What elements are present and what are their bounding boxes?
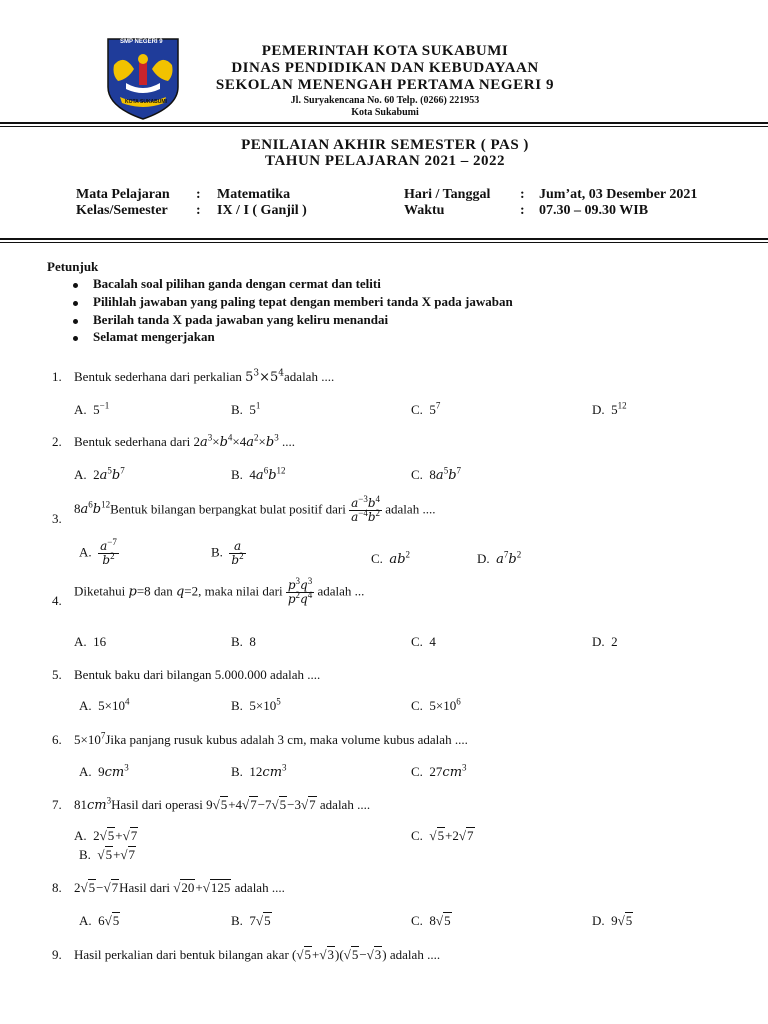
option-letter: D. <box>477 551 490 566</box>
question-4-q-value: q <box>175 584 185 600</box>
question-9-suffix: adalah .... <box>389 947 441 962</box>
question-8-suffix: adalah .... <box>234 880 285 895</box>
question-8-number: 8. <box>52 880 62 895</box>
subject-value: Matematika <box>217 187 291 202</box>
option-letter: B. <box>231 698 243 713</box>
option-value: 7 <box>249 913 256 928</box>
day-colon: : <box>520 187 525 202</box>
question-4-option-b[interactable] <box>231 634 256 650</box>
instruction-item: Berilah tanda X pada jawaban yang keliru menandai <box>93 312 389 327</box>
option-letter: C. <box>411 698 423 713</box>
question-2-prompt: Bentuk sederhana dari <box>74 434 191 449</box>
question-5-option-a[interactable]: A. $5\times 10^4$ <box>79 696 130 713</box>
question-6-option-c[interactable]: C. $27cm^3$ <box>411 762 467 780</box>
header-divider-thin <box>0 126 768 127</box>
day-value: Jum’at, 03 Desember 2021 <box>539 187 698 202</box>
question-8-prompt: Hasil dari <box>119 880 171 895</box>
question-1-expression: $5^3\times 5^4$ <box>245 368 285 385</box>
question-8-text <box>74 880 285 896</box>
subject-label: Mata Pelajaran <box>76 187 170 202</box>
question-4-middle: , maka nilai dari <box>198 583 283 599</box>
option-value: 12 <box>249 764 263 779</box>
question-6-option-a[interactable]: A. $9cm^3$ <box>79 762 129 780</box>
question-2-suffix: .... <box>281 434 295 449</box>
question-2-text <box>74 434 295 450</box>
question-3-suffix: adalah .... <box>385 501 436 517</box>
header-department: DINAS PENDIDIKAN DAN KEBUDAYAAN <box>231 60 539 76</box>
option-letter: C. <box>411 634 423 649</box>
info-divider-thin <box>0 242 768 243</box>
option-value: 9 <box>611 913 618 928</box>
option-letter: C. <box>411 402 423 417</box>
question-1-option-c[interactable]: C. $5^7$ <box>411 400 441 417</box>
bullet-icon <box>73 336 78 341</box>
question-4-fraction: $\frac{p^3q^3}{p^2q^4}$ <box>287 576 313 606</box>
option-letter: A. <box>79 544 92 560</box>
option-value: 2 <box>611 634 618 649</box>
exam-title: PENILAIAN AKHIR SEMESTER ( PAS ) <box>241 137 529 153</box>
question-3-fraction: $\frac{a^{-3}b^4}{a^{-4}b^2}$ <box>351 494 381 524</box>
class-label: Kelas/Semester <box>76 203 168 218</box>
question-7-option-a[interactable]: A. 2√5+√7 <box>74 828 138 843</box>
question-5-option-b[interactable]: B. $5\times 10^5$ <box>231 696 281 713</box>
header-city: Kota Sukabumi <box>351 107 419 118</box>
info-divider-thick <box>0 238 768 240</box>
option-value: 4 <box>429 634 436 649</box>
option-value: 27 <box>429 764 443 779</box>
question-1-option-d[interactable]: D. $5^{12}$ <box>592 400 627 417</box>
option-letter: A. <box>79 764 92 779</box>
question-9-number: 9. <box>52 947 62 962</box>
question-1-prompt: Bentuk sederhana dari perkalian <box>74 369 242 384</box>
instruction-item: Selamat mengerjakan <box>93 329 215 344</box>
question-8-option-a[interactable]: A. 6√5 <box>79 913 120 928</box>
question-4-text: Diketahui p=8 dan q=2, maka nilai dari $\frac{p^3q^3}{p^2q^4}$ adalah ... <box>74 576 365 606</box>
option-letter: C. <box>371 551 383 566</box>
subject-colon: : <box>196 187 201 202</box>
academic-year: TAHUN PELAJARAN 2021 – 2022 <box>265 153 505 169</box>
question-4-and: dan <box>153 583 173 599</box>
header-government: PEMERINTAH KOTA SUKABUMI <box>261 43 509 59</box>
question-7-option-b[interactable]: B. √5+√7 <box>79 847 136 862</box>
question-3-option-c[interactable]: C. $ab^2$ <box>371 549 411 567</box>
time-value: 07.30 – 09.30 WIB <box>539 203 649 218</box>
option-letter: D. <box>592 913 605 928</box>
question-4-option-c[interactable] <box>411 634 436 650</box>
logo-top-text: SMP NEGERI 9 <box>120 39 163 45</box>
question-2-option-b[interactable]: B. $4a^6b^{12}$ <box>231 465 286 483</box>
option-letter: B. <box>231 913 243 928</box>
question-9-expression: (√5+√3)(√5−√3) <box>292 947 387 962</box>
question-3-prompt: Bentuk bilangan berpangkat bulat positif dari <box>110 501 346 517</box>
option-letter: B. <box>231 634 243 649</box>
bullet-icon <box>73 301 78 306</box>
question-4-suffix: adalah ... <box>317 583 365 599</box>
time-label: Waktu <box>404 203 445 218</box>
option-letter: C. <box>411 913 423 928</box>
question-6-option-b[interactable]: B. $12cm^3$ <box>231 762 287 780</box>
header-address: Jl. Suryakencana No. 60 Telp. (0266) 221953 <box>290 95 480 106</box>
option-letter: B. <box>231 764 243 779</box>
question-1-suffix: adalah .... <box>284 369 335 384</box>
question-1-option-b[interactable]: B. $5^1$ <box>231 400 261 417</box>
option-letter: A. <box>79 698 92 713</box>
question-4-prompt: Diketahui <box>74 583 126 599</box>
question-4-option-a[interactable] <box>74 634 106 650</box>
class-value: IX / I ( Ganjil ) <box>217 203 307 218</box>
option-letter: A. <box>74 402 87 417</box>
bullet-icon <box>73 319 78 324</box>
question-5-text: Bentuk baku dari bilangan 5.000.000 adalah .... <box>74 667 321 682</box>
question-7-option-c[interactable]: C. √5+2√7 <box>411 828 474 843</box>
option-value: 9 <box>98 764 105 779</box>
question-3-option-b[interactable]: B. $\frac{a}{b^2}$ <box>211 539 244 567</box>
question-9-text <box>74 947 440 963</box>
option-letter: C. <box>411 467 423 482</box>
question-8-option-b[interactable]: B. 7√5 <box>231 913 271 928</box>
question-2-option-a[interactable]: A. $2a^5b^7$ <box>74 465 125 483</box>
question-8-option-d[interactable]: D. 9√5 <box>592 913 633 928</box>
question-6-stray-expression: $5\times 10^7$ <box>74 730 106 747</box>
header-divider-thick <box>0 122 768 124</box>
option-letter: B. <box>211 544 223 560</box>
logo-bottom-text: KOTA SUKABUMI <box>125 99 167 105</box>
question-7-expression: 9√5+4√7−7√5−3√7 <box>206 797 316 812</box>
option-letter: B. <box>79 847 91 862</box>
option-letter: C. <box>411 764 423 779</box>
question-8-expression: √20+√125 <box>173 880 231 895</box>
question-1-number: 1. <box>52 369 62 384</box>
option-letter: B. <box>231 467 243 482</box>
class-colon: : <box>196 203 201 218</box>
question-2-option-c[interactable]: C. $8a^5b^7$ <box>411 465 462 483</box>
option-letter: A. <box>74 634 87 649</box>
option-letter: D. <box>592 402 605 417</box>
option-letter: A. <box>74 467 87 482</box>
question-2-number: 2. <box>52 434 62 449</box>
option-letter: B. <box>231 402 243 417</box>
question-7-stray-expression: $81cm^3$ <box>74 795 112 813</box>
bullet-icon <box>73 283 78 288</box>
question-8-option-c[interactable]: C. 8√5 <box>411 913 451 928</box>
question-4-p-value: p <box>128 584 137 600</box>
question-7-number: 7. <box>52 797 62 812</box>
question-5-option-c[interactable]: C. $5\times 10^6$ <box>411 696 461 713</box>
question-3-option-d[interactable]: D. $a^7b^2$ <box>477 549 522 567</box>
question-3-option-a[interactable]: A. $\frac{a^{-7}}{b^2}$ <box>79 537 117 567</box>
question-6-text <box>74 732 468 748</box>
question-1-text <box>74 369 334 385</box>
question-7-suffix: adalah .... <box>319 797 371 812</box>
instruction-item: Pilihlah jawaban yang paling tepat dengan memberi tanda X pada jawaban <box>93 294 513 309</box>
instruction-item: Bacalah soal pilihan ganda dengan cermat dan teliti <box>93 276 381 291</box>
question-5-number: 5. <box>52 667 62 682</box>
option-value: 8 <box>429 913 436 928</box>
question-4-number: 4. <box>52 593 62 608</box>
question-3-text <box>74 494 436 524</box>
option-value: 6 <box>98 913 105 928</box>
question-3-stray-expression: $8a^6b^{12}$ <box>74 500 111 518</box>
option-letter: A. <box>74 828 87 843</box>
option-letter: C. <box>411 828 423 843</box>
question-1-option-a[interactable]: A. $5^{-1}$ <box>74 400 110 417</box>
question-9-prompt: Hasil perkalian dari bentuk bilangan akar <box>74 947 289 962</box>
question-7-prompt: Hasil dari operasi <box>111 797 203 812</box>
question-6-number: 6. <box>52 732 62 747</box>
question-8-stray-expression: 2√5−√7 <box>74 880 119 895</box>
instructions-heading: Petunjuk <box>47 259 99 274</box>
time-colon: : <box>520 203 525 218</box>
option-value: 16 <box>93 634 107 649</box>
day-label: Hari / Tanggal <box>404 187 491 202</box>
question-4-option-d[interactable] <box>592 634 618 650</box>
option-letter: D. <box>592 634 605 649</box>
question-2-expression: $2a^3\times b^4\times 4a^2\times b^3$ <box>193 432 279 450</box>
option-letter: A. <box>79 913 92 928</box>
question-3-number: 3. <box>52 511 62 526</box>
question-6-prompt: Jika panjang rusuk kubus adalah 3 cm, maka volume kubus adalah .... <box>105 732 468 747</box>
header-school: SEKOLAN MENENGAH PERTAMA NEGERI 9 <box>215 77 555 93</box>
question-7-text <box>74 797 370 813</box>
option-value: 8 <box>249 634 256 649</box>
